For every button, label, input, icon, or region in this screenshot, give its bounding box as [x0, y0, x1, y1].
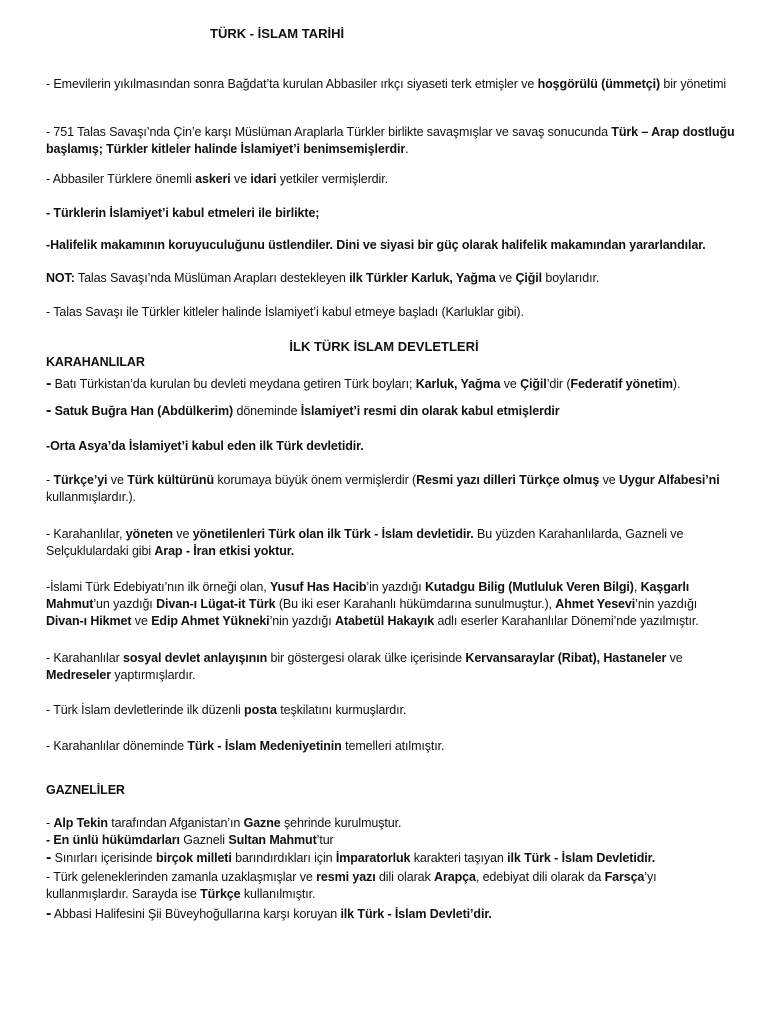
subsection-heading: KARAHANLILAR: [46, 355, 145, 369]
bold-text: Resmi yazı dilleri Türkçe olmuş: [416, 473, 600, 487]
text: yetkiler vermişlerdir.: [276, 172, 388, 186]
text: kullanılmıştır.: [240, 887, 316, 901]
text: boylarıdır.: [542, 271, 600, 285]
bold-text: posta: [244, 703, 277, 717]
text: - Türk geleneklerinden zamanla uzaklaşmışlar ve: [46, 870, 317, 884]
text: şehrinde kurulmuştur.: [280, 816, 402, 830]
paragraph: [46, 304, 736, 321]
text: ’un yazdığı: [93, 597, 157, 611]
paragraph: [46, 438, 736, 455]
text: , edebiyat dili olarak da: [475, 870, 605, 884]
bold-text: NOT:: [46, 271, 75, 285]
bold-text: Türk kültürünü: [127, 473, 214, 487]
text: ve: [666, 651, 683, 665]
text: ve: [131, 614, 152, 628]
bold-text: Kaşgarlı Mahmut: [46, 580, 690, 611]
bold-text: idari: [250, 172, 277, 186]
bold-text: Arap - İran etkisi yoktur.: [154, 544, 295, 558]
text: -İslami Türk Edebiyatı’nın ilk örneği olan,: [46, 580, 270, 594]
bullet-dash: -: [46, 402, 52, 419]
text: Abbasi Halifesini Şii Büveyhoğullarına karşı koruyan: [51, 907, 341, 921]
text: ’tur: [316, 833, 334, 847]
bold-text: ilk Türk - İslam Devleti’dir.: [340, 907, 492, 921]
text: karakteri taşıyan: [410, 851, 508, 865]
text: korumaya büyük önem vermişlerdir (: [213, 473, 417, 487]
bold-text: Medreseler: [46, 668, 112, 682]
bold-text: Sultan Mahmut: [228, 833, 317, 847]
paragraph: [46, 472, 736, 506]
paragraph: [46, 738, 736, 755]
text: Sınırları içerisinde: [51, 851, 157, 865]
title-text: TÜRK - İSLAM TARİHİ: [210, 26, 345, 41]
paragraph: [46, 702, 736, 719]
text: - Karahanlılar döneminde: [46, 739, 188, 753]
text: - Talas Savaşı ile Türkler kitleler halinde İslamiyet’i kabul etmeye başladı (Karluklar gibi).: [46, 305, 524, 319]
bold-text: -Halifelik makamının koruyuculuğunu üstlendiler. Dini ve siyasi bir güç olarak halifelik makamından yararlandılar.: [46, 238, 706, 252]
list-line: [46, 905, 736, 923]
bullet-dash: -: [46, 375, 52, 392]
bold-text: Türkçe’yi: [53, 473, 108, 487]
bold-text: Arapça: [434, 870, 476, 884]
text: -: [46, 473, 54, 487]
bold-text: Yusuf Has Hacib: [269, 580, 367, 594]
bold-text: sosyal devlet anlayışının: [123, 651, 268, 665]
bold-text: - En ünlü hükümdarları: [46, 833, 180, 847]
text: yaptırmışlardır.: [111, 668, 196, 682]
text: bir göstergesi olarak ülke içerisinde: [267, 651, 466, 665]
paragraph: [46, 526, 736, 560]
bold-text: yöneten: [125, 527, 173, 541]
text: ve: [599, 473, 619, 487]
bold-text: Divan-ı Hikmet: [46, 614, 132, 628]
bold-text: İmparatorluk: [335, 851, 411, 865]
bold-text: Çiğil: [515, 271, 543, 285]
text: - Türk İslam devletlerinde ilk düzenli: [46, 703, 245, 717]
text: adlı eserler Karahanlılar Dönemi’nde yazılmıştır.: [434, 614, 699, 628]
text: barındırdıkları için: [231, 851, 336, 865]
text: - Abbasiler Türklere önemli: [46, 172, 196, 186]
section-heading-gazneliler: GAZNELİLER: [46, 783, 125, 797]
text: Talas Savaşı’nda Müslüman Arapları destekleyen: [74, 271, 350, 285]
bold-text: yönetilenleri Türk olan ilk Türk - İslam devletidir.: [192, 527, 474, 541]
section-heading: İLK TÜRK İSLAM DEVLETLERİ: [289, 339, 479, 354]
text: tarafından Afganistan’ın: [107, 816, 244, 830]
text: - 751 Talas Savaşı’nda Çin’e karşı Müslüman Araplarla Türkler birlikte savaşmışlar ve savaş sonucunda: [46, 125, 612, 139]
text: - Emevilerin yıkılmasından sonra Bağdat’ta kurulan Abbasiler ırkçı siyaseti terk etmişler ve: [46, 77, 538, 91]
bold-text: İslamiyet’i resmi din olarak kabul etmişlerdir: [300, 404, 560, 418]
bold-text: Çiğil: [520, 377, 547, 391]
bold-text: Satuk Buğra Han (Abdülkerim): [54, 404, 234, 418]
text: - Karahanlılar,: [46, 527, 126, 541]
text: ’yı kullanmışlardır. Sarayda ise: [46, 870, 657, 901]
bold-text: ilk Türk - İslam Devletidir.: [507, 851, 656, 865]
text: ve: [172, 527, 193, 541]
paragraph: [46, 375, 736, 393]
paragraph: [46, 650, 736, 684]
bold-text: Kervansaraylar (Ribat), Hastaneler: [465, 651, 667, 665]
bold-text: Türkçe: [200, 887, 241, 901]
bold-text: Federatif yönetim: [570, 377, 673, 391]
list-line: [46, 849, 736, 867]
text: ve: [107, 473, 128, 487]
bold-text: Divan-ı Lügat-it Türk: [156, 597, 276, 611]
paragraph: [46, 205, 736, 222]
text: bir yönetimi: [660, 77, 727, 91]
bold-text: Kutadgu Bilig (Mutluluk Veren Bilgi): [424, 580, 634, 594]
bold-text: Ahmet Yesevi: [555, 597, 636, 611]
paragraph: [46, 124, 736, 158]
text: döneminde: [233, 404, 301, 418]
text: ve: [495, 271, 516, 285]
text: Gazneli: [179, 833, 229, 847]
bold-text: Alp Tekin: [53, 816, 108, 830]
text: - Karahanlılar: [46, 651, 124, 665]
paragraph: [46, 579, 736, 630]
text: .: [405, 142, 409, 156]
bold-text: - Türklerin İslamiyet’i kabul etmeleri ile birlikte;: [46, 206, 320, 220]
bold-text: Türk – Arap dostluğu başlamış; Türkler kitleler halinde İslamiyet’i benimsemişlerdir: [46, 125, 735, 156]
text: (Bu iki eser Karahanlı hükümdarına sunulmuştur.),: [275, 597, 556, 611]
bold-text: Türk - İslam Medeniyetinin: [187, 739, 342, 753]
bold-text: resmi yazı: [316, 870, 376, 884]
list-line: [46, 815, 736, 832]
list-line: [46, 869, 736, 903]
text: ’in yazdığı: [366, 580, 425, 594]
bullet-dash: -: [46, 849, 52, 866]
bold-text: Karluk, Yağma: [415, 377, 501, 391]
paragraph: [46, 171, 736, 188]
text: kullanmışlardır.).: [46, 490, 136, 504]
text: ’nin yazdığı: [635, 597, 698, 611]
paragraph: [46, 76, 736, 93]
text: temelleri atılmıştır.: [341, 739, 445, 753]
text: ve: [500, 377, 521, 391]
text: teşkilatını kurmuşlardır.: [276, 703, 407, 717]
bold-text: Edip Ahmet Yükneki: [151, 614, 270, 628]
bold-text: hoşgörülü (ümmetçi): [537, 77, 661, 91]
paragraph: [46, 270, 736, 287]
bold-text: Farsça: [604, 870, 645, 884]
text: Bu yüzden Karahanlılarda, Gazneli ve Selçuklulardaki gibi: [46, 527, 684, 558]
text: ’dir (: [546, 377, 571, 391]
bold-text: Uygur Alfabesi’ni: [618, 473, 720, 487]
bullet-dash: -: [46, 905, 52, 922]
text: ).: [672, 377, 681, 391]
text: ,: [633, 580, 641, 594]
bold-text: Gazne: [243, 816, 281, 830]
bold-text: askeri: [195, 172, 231, 186]
text: Batı Türkistan’da kurulan bu devleti meydana getiren Türk boyları;: [51, 377, 416, 391]
paragraph: [46, 402, 736, 420]
bold-text: ilk Türkler Karluk, Yağma: [349, 271, 496, 285]
bold-text: birçok milleti: [156, 851, 232, 865]
text: ve: [230, 172, 251, 186]
bold-text: -Orta Asya’da İslamiyet’i kabul eden ilk Türk devletidir.: [46, 439, 364, 453]
text: ’nin yazdığı: [269, 614, 335, 628]
text: dili olarak: [375, 870, 435, 884]
list-line: [46, 832, 736, 849]
paragraph: [46, 237, 736, 254]
bold-text: Atabetül Hakayık: [334, 614, 435, 628]
text: -: [46, 816, 54, 830]
